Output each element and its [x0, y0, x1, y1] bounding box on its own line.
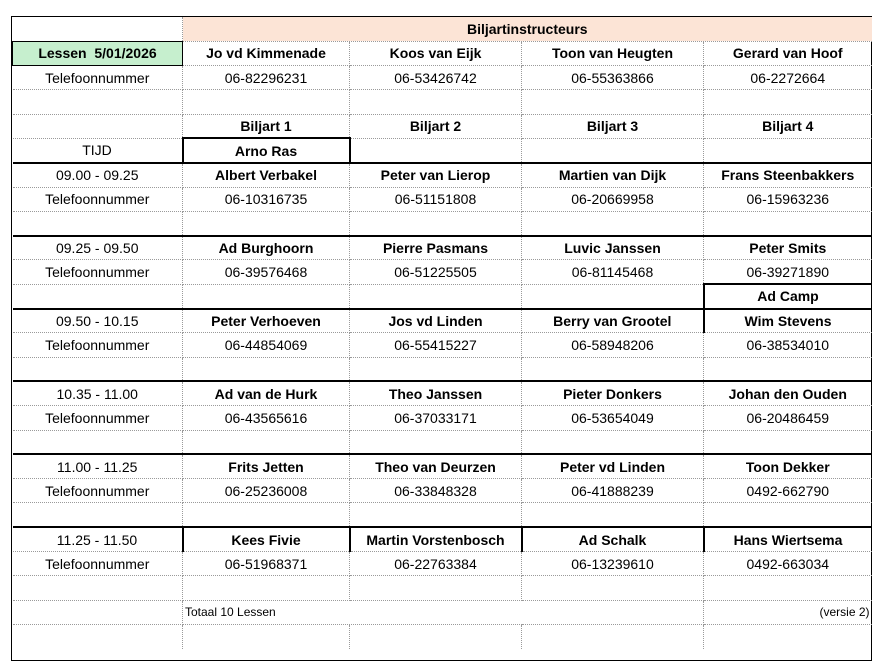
empty-cell — [522, 430, 704, 454]
empty-cell — [350, 503, 522, 527]
slot-time: 09.50 - 10.15 — [13, 309, 183, 333]
empty-cell — [704, 430, 872, 454]
player-name: Theo Janssen — [350, 381, 522, 405]
instructor-name: Toon van Heugten — [522, 41, 704, 65]
empty-cell — [13, 503, 183, 527]
player-name: Berry van Grootel — [522, 309, 704, 333]
empty-cell — [522, 90, 704, 114]
player-phone: 06-20486459 — [704, 406, 872, 430]
empty-cell — [350, 90, 522, 114]
player-phone: 06-15963236 — [704, 187, 872, 211]
player-phone: 06-38534010 — [704, 333, 872, 357]
player-name: Albert Verbakel — [183, 163, 350, 187]
empty-cell — [704, 138, 872, 162]
player-phone: 06-22763384 — [350, 552, 522, 576]
empty-cell — [13, 357, 183, 381]
empty-cell — [350, 211, 522, 235]
player-name: Ad Burghoorn — [183, 236, 350, 260]
empty-cell — [522, 503, 704, 527]
player-name: Kees Fivie — [183, 527, 350, 551]
slot-time: 11.25 - 11.50 — [13, 527, 183, 551]
player-phone: 06-53654049 — [522, 406, 704, 430]
player-name: Peter van Lierop — [350, 163, 522, 187]
player-phone: 06-20669958 — [522, 187, 704, 211]
table-heading: Biljart 1 — [183, 114, 350, 138]
phone-label: Telefoonnummer — [13, 406, 183, 430]
player-phone: 0492-663034 — [704, 552, 872, 576]
player-name: Luvic Janssen — [522, 236, 704, 260]
empty-cell — [13, 211, 183, 235]
empty-cell — [522, 211, 704, 235]
empty-cell — [183, 624, 350, 648]
instructor-name: Gerard van Hoof — [704, 41, 872, 65]
player-name: Pierre Pasmans — [350, 236, 522, 260]
empty-cell — [704, 624, 872, 648]
lessen-date-cell — [13, 41, 183, 65]
empty-cell — [13, 90, 183, 114]
instructor-phone: 06-2272664 — [704, 66, 872, 90]
empty-cell — [522, 284, 704, 308]
player-phone: 06-44854069 — [183, 333, 350, 357]
schedule-table — [12, 17, 872, 649]
tijd-label: TIJD — [13, 138, 183, 162]
player-name: Peter Smits — [704, 236, 872, 260]
slot-time: 11.00 - 11.25 — [13, 454, 183, 478]
empty-cell — [704, 503, 872, 527]
player-phone: 06-58948206 — [522, 333, 704, 357]
footer-totaal: Totaal 10 Lessen — [183, 600, 522, 624]
phone-label: Telefoonnummer — [13, 187, 183, 211]
empty-cell — [350, 576, 522, 600]
player-phone: 06-33848328 — [350, 479, 522, 503]
player-phone: 06-51151808 — [350, 187, 522, 211]
extra-player: Ad Camp — [704, 284, 872, 308]
player-phone: 06-37033171 — [350, 406, 522, 430]
empty-cell — [522, 624, 704, 648]
phone-label: Telefoonnummer — [13, 552, 183, 576]
player-phone: 06-39271890 — [704, 260, 872, 284]
empty-cell — [13, 576, 183, 600]
empty-cell — [13, 114, 183, 138]
player-name: Jos vd Linden — [350, 309, 522, 333]
player-phone: 06-55415227 — [350, 333, 522, 357]
footer-versie: (versie 2) — [704, 600, 872, 624]
empty-cell — [522, 138, 704, 162]
empty-cell — [522, 357, 704, 381]
phone-label: Telefoonnummer — [13, 66, 183, 90]
player-phone: 06-51968371 — [183, 552, 350, 576]
empty-cell — [350, 284, 522, 308]
player-name: Martin Vorstenbosch — [350, 527, 522, 551]
empty-cell — [13, 17, 183, 41]
player-phone: 06-43565616 — [183, 406, 350, 430]
empty-cell — [704, 90, 872, 114]
player-name: Frans Steenbakkers — [704, 163, 872, 187]
empty-cell — [183, 357, 350, 381]
empty-cell — [350, 624, 522, 648]
empty-cell — [13, 600, 183, 624]
empty-cell — [350, 138, 522, 162]
player-name: Frits Jetten — [183, 454, 350, 478]
player-phone: 06-25236008 — [183, 479, 350, 503]
table-heading: Biljart 2 — [350, 114, 522, 138]
player-name: Ad van de Hurk — [183, 381, 350, 405]
phone-label: Telefoonnummer — [13, 260, 183, 284]
lessen-label: Lessen — [38, 45, 87, 62]
player-name: Hans Wiertsema — [704, 527, 872, 551]
empty-cell — [13, 430, 183, 454]
instructor-phone: 06-55363866 — [522, 66, 704, 90]
player-phone: 06-39576468 — [183, 260, 350, 284]
empty-cell — [13, 284, 183, 308]
player-name: Martien van Dijk — [522, 163, 704, 187]
player-name: Ad Schalk — [522, 527, 704, 551]
empty-cell — [183, 284, 350, 308]
player-name: Johan den Ouden — [704, 381, 872, 405]
empty-cell — [183, 90, 350, 114]
player-phone: 06-81145468 — [522, 260, 704, 284]
table-heading: Biljart 4 — [704, 114, 872, 138]
empty-cell — [183, 211, 350, 235]
empty-cell — [704, 211, 872, 235]
instructor-name: Koos van Eijk — [350, 41, 522, 65]
empty-cell — [704, 576, 872, 600]
player-phone: 06-10316735 — [183, 187, 350, 211]
player-name: Peter vd Linden — [522, 454, 704, 478]
player-name: Pieter Donkers — [522, 381, 704, 405]
player-phone: 0492-662790 — [704, 479, 872, 503]
slot-time: 09.00 - 09.25 — [13, 163, 183, 187]
empty-cell — [183, 576, 350, 600]
empty-cell — [350, 430, 522, 454]
player-phone: 06-41888239 — [522, 479, 704, 503]
table-heading: Biljart 3 — [522, 114, 704, 138]
slot-time: 10.35 - 11.00 — [13, 381, 183, 405]
schedule-sheet — [11, 16, 872, 661]
instructor-name: Jo vd Kimmenade — [183, 41, 350, 65]
lessen-date: 5/01/2026 — [94, 45, 157, 62]
empty-cell — [350, 357, 522, 381]
empty-cell — [522, 576, 704, 600]
empty-cell — [183, 430, 350, 454]
phone-label: Telefoonnummer — [13, 479, 183, 503]
player-name: Toon Dekker — [704, 454, 872, 478]
extra-player: Arno Ras — [183, 138, 350, 162]
header-title: Biljartinstructeurs — [183, 17, 872, 41]
empty-cell — [704, 357, 872, 381]
empty-cell — [13, 624, 183, 648]
instructor-phone: 06-82296231 — [183, 66, 350, 90]
player-name: Theo van Deurzen — [350, 454, 522, 478]
player-phone: 06-13239610 — [522, 552, 704, 576]
slot-time: 09.25 - 09.50 — [13, 236, 183, 260]
empty-cell — [183, 503, 350, 527]
player-name: Peter Verhoeven — [183, 309, 350, 333]
empty-cell — [522, 600, 704, 624]
phone-label: Telefoonnummer — [13, 333, 183, 357]
player-name: Wim Stevens — [704, 309, 872, 333]
instructor-phone: 06-53426742 — [350, 66, 522, 90]
player-phone: 06-51225505 — [350, 260, 522, 284]
